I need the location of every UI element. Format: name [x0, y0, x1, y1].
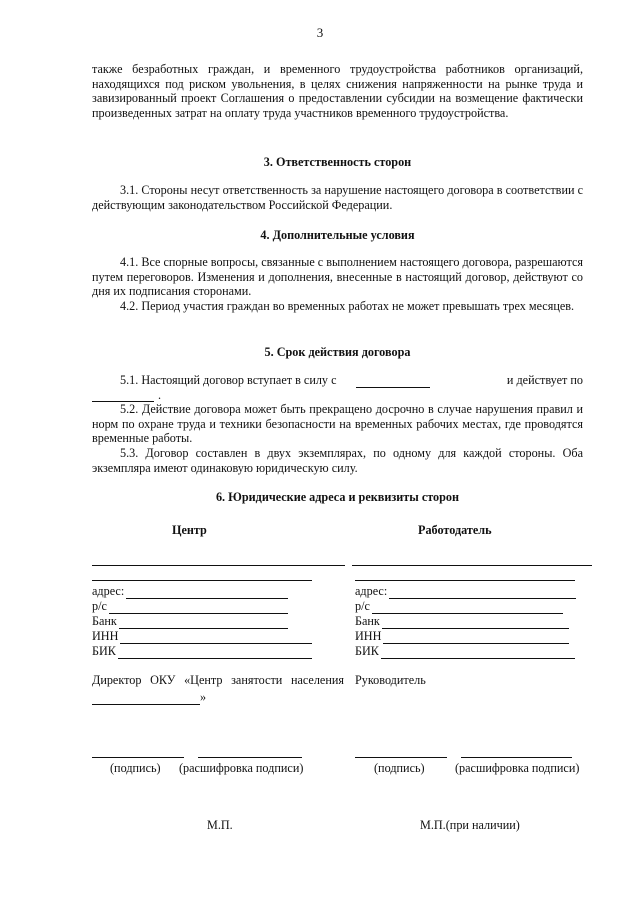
- center-column-header: Центр: [172, 523, 207, 537]
- section-5-p1-start: 5.1. Настоящий договор вступает в силу с: [120, 373, 337, 387]
- start-date-blank: [356, 377, 430, 388]
- section-5-p1-end: .: [158, 387, 162, 402]
- employer-account-label: р/с: [355, 599, 370, 614]
- center-signer-title-end: »: [200, 690, 207, 704]
- center-bank-label: Банк: [92, 614, 117, 629]
- employer-account-row: [355, 599, 563, 614]
- section-3-heading: 3. Ответственность сторон: [263, 155, 412, 169]
- employer-stamp-label: М.П.(при наличии): [420, 818, 520, 832]
- employer-bank-label: Банк: [355, 614, 380, 629]
- employer-address-row: [355, 584, 576, 599]
- employer-signer-title: Руководитель: [355, 673, 426, 687]
- employer-inn-label: ИНН: [355, 629, 382, 644]
- center-stamp-label: М.П.: [207, 818, 233, 832]
- section-5-paragraph-1: [92, 373, 583, 402]
- section-6-heading: 6. Юридические адреса и реквизиты сторон: [215, 490, 460, 504]
- employer-bank-row: [355, 614, 569, 629]
- employer-name-line-1: [352, 565, 592, 566]
- center-decode-line: [198, 757, 302, 758]
- center-address-row: [92, 584, 288, 599]
- employer-bik-label: БИК: [355, 644, 379, 659]
- employer-signature-line: [355, 757, 447, 758]
- center-name-blank: [92, 694, 200, 705]
- center-decode-label: (расшифровка подписи): [179, 761, 304, 775]
- end-date-blank: [92, 391, 154, 402]
- employer-column-header: Работодатель: [418, 523, 492, 537]
- employer-decode-label: (расшифровка подписи): [455, 761, 580, 775]
- center-bik-row: [92, 644, 312, 659]
- intro-paragraph: также безработных граждан, и временного трудоустройства работников организаций, находящихся под риском увольнения, в целях снижения напряженности на рынке труда и завизированный проект Соглашения о предоставлении субсидии на возмещение фактически произведенных затрат на оплату труда участников временного трудоустройства.: [92, 62, 583, 120]
- section-4-paragraph-1: 4.1. Все спорные вопросы, связанные с выполнением настоящего договора, разрешаются путем переговоров. Изменения и дополнения, внесенные в настоящий договор, действуют со дня их подписания сторонами.: [92, 255, 583, 299]
- section-4-paragraph-2: 4.2. Период участия граждан во временных работах не может превышать трех месяцев.: [120, 299, 575, 313]
- center-bik-label: БИК: [92, 644, 116, 659]
- section-4-heading: 4. Дополнительные условия: [260, 228, 415, 242]
- center-signer-title: Директор ОКУ «Центр занятости населения: [92, 673, 344, 687]
- section-5-paragraph-2: 5.2. Действие договора может быть прекращено досрочно в случае нарушения правил и норм по охране труда и техники безопасности на временных рабочих местах, где проводятся временные работы.: [92, 402, 583, 446]
- section-3-paragraph-1: 3.1. Стороны несут ответственность за нарушение настоящего договора в соответствии с действующим законодательством Российской Федерации.: [92, 183, 583, 212]
- center-address-label: адрес:: [92, 584, 125, 599]
- section-5-p1-mid: и действует по: [506, 373, 583, 387]
- center-signer-title-cont: [92, 690, 206, 705]
- employer-name-line-2: [355, 580, 575, 581]
- center-name-line-2: [92, 580, 312, 581]
- employer-signature-label: (подпись): [374, 761, 425, 775]
- center-signature-label: (подпись): [110, 761, 161, 775]
- center-inn-row: [92, 629, 312, 644]
- employer-address-label: адрес:: [355, 584, 388, 599]
- center-account-label: р/с: [92, 599, 107, 614]
- center-bank-row: [92, 614, 288, 629]
- center-inn-label: ИНН: [92, 629, 119, 644]
- section-5-paragraph-3: 5.3. Договор составлен в двух экземплярах, по одному для каждой стороны. Оба экземпляра имеют одинаковую юридическую силу.: [92, 446, 583, 475]
- employer-decode-line: [461, 757, 572, 758]
- employer-inn-row: [355, 629, 569, 644]
- employer-bik-row: [355, 644, 575, 659]
- page-number: 3: [316, 25, 324, 40]
- section-5-heading: 5. Срок действия договора: [264, 345, 411, 359]
- center-signature-line: [92, 757, 184, 758]
- center-account-row: [92, 599, 288, 614]
- center-name-line-1: [92, 565, 345, 566]
